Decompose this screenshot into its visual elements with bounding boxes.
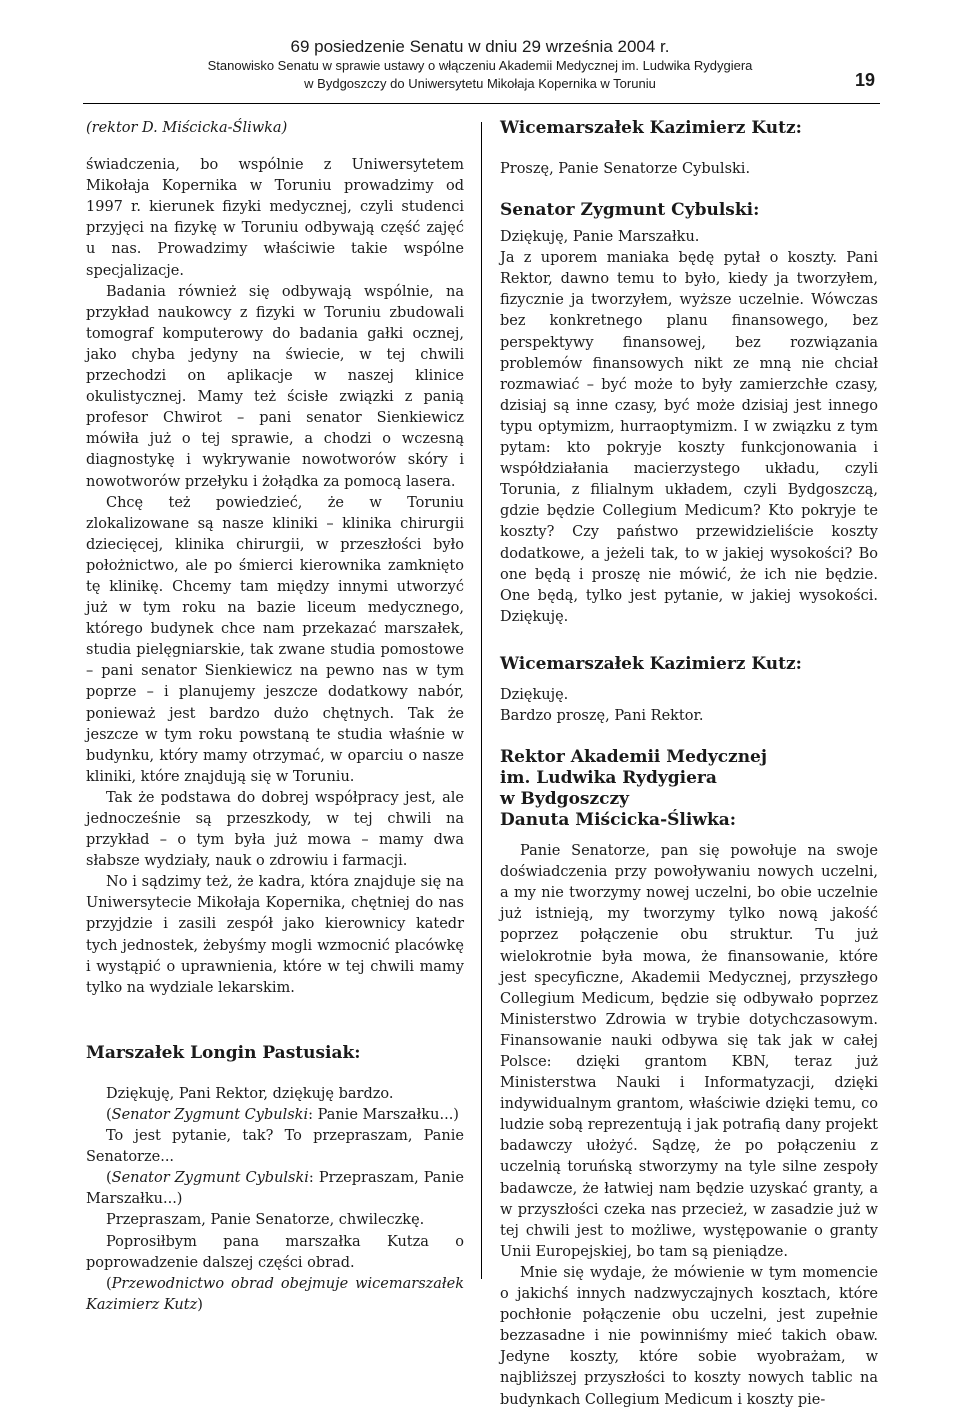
paragraph: Mnie się wydaje, że mówienie w tym momencie o jakichś innych nadzwyczajnych kosztach, które pochłonie połączenie obu uczelni, jest zupełnie bezzasadne i nie powinniśmy mieć takich obaw. Jedyne koszty, które sobie wyobrażam, w najbliższej przyszłości to koszty nowych tablic na budynkach Collegium Medicum i koszty pie- [500,1264,878,1408]
left-column [86,118,464,1316]
right-column [500,118,878,1411]
paragraph: Dziękuję, Panie Marszałku. [500,229,700,246]
speaker-heading: Wicemarszałek Kazimierz Kutz: [500,653,802,674]
paragraph: Ja z uporem maniaka będę pytał o koszty. Pani Rektor, dawno temu to było, kiedy ja tworzyłem, fizycznie ja tworzyłem, wyższe uczelnie. Wówczas bez konkretnego planu finansowego, bez perspektywy finansowej, bez rozwiązania problemów finansowych nikt ze mną nie chciał rozmawiać – być może to były zamierzchłe czasy, dzisiaj są inne czasy, być może dzisiaj jest innego typu optymizm, hurraoptymizm. I w związku z tym pytam: kto pokryje koszty funkcjonowania i współdziałania macierzystego układu, czyli Torunia, z filialnym układem, czyli Bydgoszczą, gdzie będzie Collegium Medicum? Kto pokryje te koszty? Czy państwo przewidzieliście koszty dodatkowe, a jeżeli tak, to w jakiej wysokości? Bo one będą i proszę nie mówić, że ich nie będzie. One będą, tylko jest pytanie, w jakiej wysokości. Dziękuję. [500,250,878,625]
paragraph: Chcę też powiedzieć, że w Toruniu zlokalizowane są nasze kliniki – klinika chirurgii dziecięcej, klinika chirurgii, w przeszłości było położnictwo, ale po śmierci kierownika zamknięto tę klinikę. Chcemy tam między innymi utworzyć już w tym roku na bazie liceum medycznego, którego budynek chce nam przekazać marszałek, studia pielęgniarskie, tak zwane studia pomostowe – pani senator Sienkiewicz na pewno nas w tym poprze – i planujemy jeszcze dodatkowy nabór, ponieważ jest bardzo dużo chętnych. Tak że jeszcze w tym roku powstaną te studia właśnie w budynku, który mamy otrzymać, w oparciu o nasze kliniki, które znajdują się w Toruniu. [86,494,464,785]
paragraph: To jest pytanie, tak? To przepraszam, Panie Senatorze... [86,1128,464,1166]
header-rule [83,103,880,104]
paragraph: Przepraszam, Panie Senatorze, chwileczkę. [106,1212,425,1229]
paragraph: Badania również się odbywają wspólnie, na przykład naukowcy z fizyki w Toruniu zbudowali tomograf komputerowy do badania gałki ocznej, jako chyba jedyny na świecie, w tej chwili przechodzi on aplikacje w naszej klinice okulistycznej. Mamy też ścisłe związki z panią profesor Chwirot – pani senator Sienkiewicz mówiła już o tej sprawie, a chodzi o wczesną diagnostykę i wykrywanie nowotworów skóry i nowotworów przełyku i żołądka za pomocą lasera. [86,283,464,490]
paragraph: (Senator Zygmunt Cybulski: Przepraszam, Panie Marszałku...) [86,1170,465,1208]
speaker-heading: Marszałek Longin Pastusiak: [86,1042,361,1063]
header-subject-line-1: Stanowisko Senatu w sprawie ustawy o włączeniu Akademii Medycznej im. Ludwika Rydygiera [207,58,753,73]
paragraph: Dziękuję. [500,686,569,703]
page-number: 19 [854,70,875,90]
paragraph: świadczenia, bo wspólnie z Uniwersytetem Mikołaja Kopernika w Toruniu prowadzimy od 1997 r. kierunek fizyki medycznej, czyli studenci przyjęci na fizykę w Toruniu odbywają część zajęć u nas. Prowadzimy właściwie takie wspólne specjalizacje. [86,157,464,279]
speaker-heading-line-1: Rektor Akademii Medycznej [500,747,768,768]
speaker-heading: Senator Zygmunt Cybulski: [500,200,760,221]
paragraph: Dziękuję, Pani Rektor, dziękuję bardzo. [106,1085,394,1102]
column-divider [481,122,482,1279]
paragraph: (Senator Zygmunt Cybulski: Panie Marszałku...) [106,1106,459,1123]
paragraph: No i sądzimy też, że kadra, która znajduje się na Uniwersytecie Mikołaja Kopernika, chętniej do nas przyjdzie i zasili zespół jako kierownicy katedr tych jednostek, żebyśmy mogli wzmocnić placówkę i wystąpić o uprawnienia, które w tej chwili mamy tylko na wydziale lekarskim. [86,874,464,996]
paragraph: Panie Senatorze, pan się powołuje na swoje doświadczenia przy powoływaniu nowych uczelni, a my nie tworzymy nowej uczelni, bo obie uczelnie już istnieją, my tworzymy tylko nową jakość poprzez połączenie obu struktur. Tu już wielokrotnie była mowa, że finansowanie, które jest specyficzne, Akademii Medycznej, przyszłego Collegium Medicum, będzie się odbywało poprzez Ministerstwo Zdrowia w trybie dotychczasowym. Finansowanie nauki odbywa się tak jak w całej Polsce: dzięki grantom KBN, teraz już Ministerstwa Nauki i Informatyzacji, dzięki indywidualnym grantom, właściwie dzięki temu, co ludzie sobą reprezentują i jak potrafią dany projekt badawczy ułożyć. Sądzę, że po połączeniu z uczelnią toruńską stworzymy na tyle silne zespoły badawcze, że łatwiej nam będzie uzyskać granty, a w przyszłości czeka nas przecież, w zasadzie już w tej chwili jest to możliwe, występowanie o granty Unii Europejskiej, bo tam są pieniądze. [500,843,878,1260]
page-header [0,36,960,93]
speaker-heading-line-2: im. Ludwika Rydygiera [500,768,717,789]
speaker-note: (rektor D. Miścicka-Śliwka) [86,120,288,136]
paragraph: Poprosiłbym pana marszałka Kutza o poprowadzenie dalszej części obrad. [86,1233,464,1271]
speaker-heading: Wicemarszałek Kazimierz Kutz: [500,118,802,138]
paragraph: Tak że podstawa do dobrej współpracy jest, ale jednocześnie są przeszkody, w tej chwili na przykład – o tym była już mowa – mamy dwa słabsze wydziały, nauk o zdrowiu i farmacji. [86,789,464,870]
paragraph: Bardzo proszę, Pani Rektor. [500,707,704,724]
header-session-line: 69 posiedzenie Senatu w dniu 29 września 2004 r. [290,37,670,56]
paragraph: Proszę, Panie Senatorze Cybulski. [500,161,751,177]
header-subject-line-2: w Bydgoszczy do Uniwersytetu Mikołaja Kopernika w Toruniu [304,76,656,91]
speaker-heading-line-4: Danuta Miścicka-Śliwka: [500,810,737,831]
paragraph: (Przewodnictwo obrad obejmuje wicemarszałek Kazimierz Kutz) [86,1275,464,1313]
speaker-heading-line-3: w Bydgoszczy [500,789,630,810]
